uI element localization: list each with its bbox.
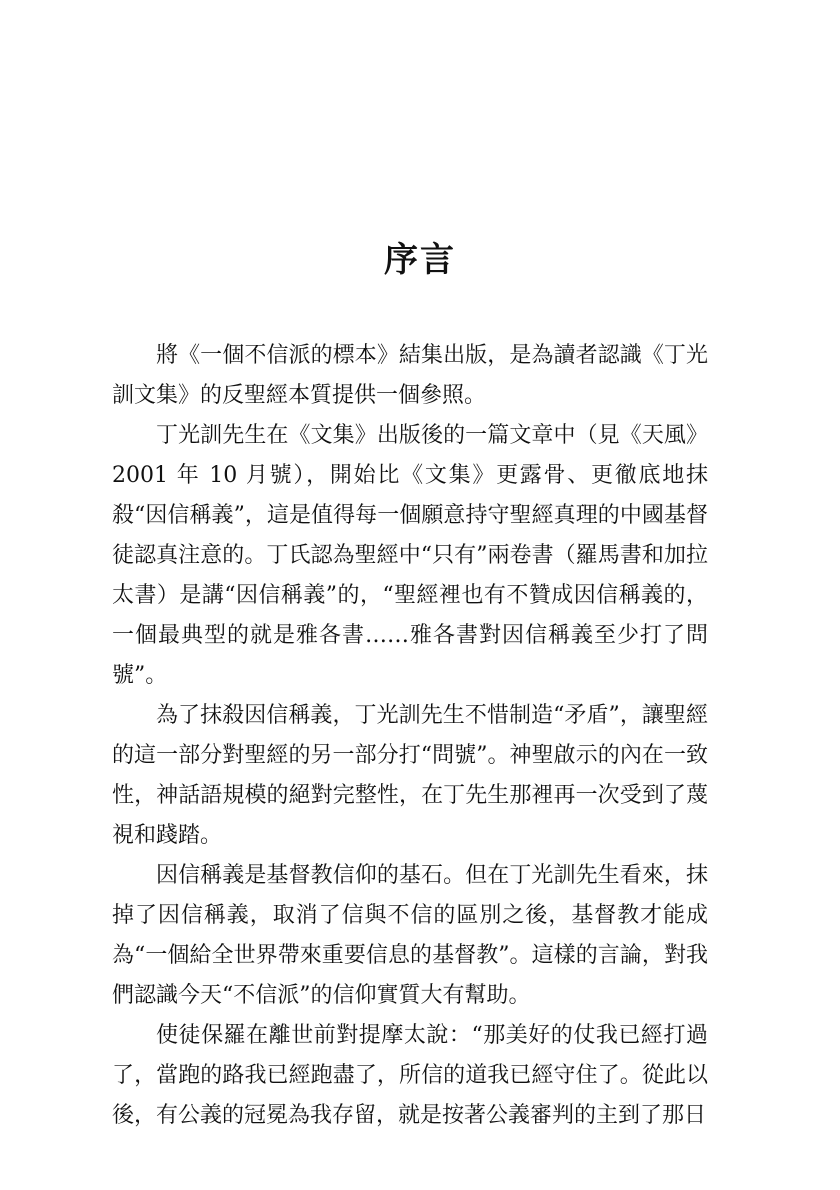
paragraph-3: 為了抹殺因信稱義，丁光訓先生不惜制造“矛盾”，讓聖經的這一部分對聖經的另一部分打“問號”。神聖啟示的內在一致性，神話語規模的絕對完整性，在丁先生那裡再一次受到了蔑視和踐踏。 [112,703,708,848]
paragraph-2: 丁光訓先生在《文集》出版後的一篇文章中（見《天風》2001 年 10 月號），開始比《文集》更露骨、更徹底地抹殺“因信稱義”，這是值得每一個願意持守聖經真理的中國基督徒認真注意的。丁氏認為聖經中“只有”兩卷書（羅馬書和加拉太書）是講“因信稱義”的，“聖經裡也有不贊成因信稱義的，一個最典型的就是雅各書……雅各書對因信稱義至少打了問號”。 [112,423,708,688]
page-title: 序言 [384,240,456,280]
paragraph-1: 將《一個不信派的標本》結集出版，是為讀者認識《丁光訓文集》的反聖經本質提供一個參照。 [112,343,708,408]
body-text [112,336,708,1136]
paragraph-5: 使徒保羅在離世前對提摩太說：“那美好的仗我已經打過了，當跑的路我已經跑盡了，所信的道我已經守住了。從此以後，有公義的冠冕為我存留，就是按著公義審判的主到了那日 [112,1023,708,1128]
paragraph-4: 因信稱義是基督教信仰的基石。但在丁光訓先生看來，抹掉了因信稱義，取消了信與不信的區別之後，基督教才能成為“一個給全世界帶來重要信息的基督教”。這樣的言論，對我們認識今天“不信派”的信仰實質大有幫助。 [112,863,708,1008]
